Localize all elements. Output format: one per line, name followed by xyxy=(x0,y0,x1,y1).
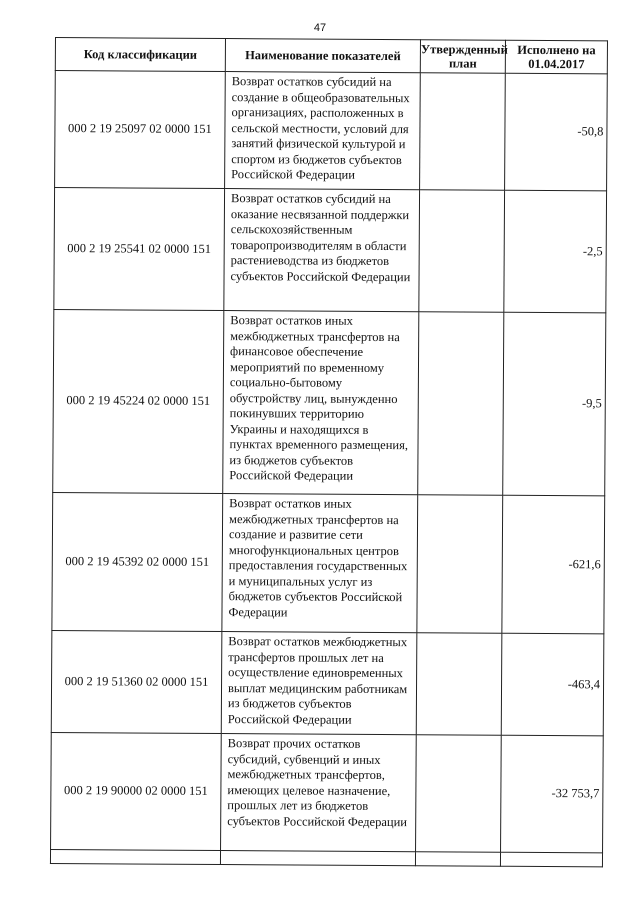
header-executed: Исполнено на 01.04.2017 xyxy=(505,40,607,74)
budget-table-sheet xyxy=(50,37,607,870)
approved-plan-value xyxy=(418,312,504,496)
approved-plan-value xyxy=(415,852,500,867)
approved-plan-value xyxy=(417,495,503,634)
table-row xyxy=(55,71,608,191)
executed-amount: -50,8 xyxy=(505,73,608,191)
classification-code: 000 2 19 51360 02 0000 151 xyxy=(51,630,222,733)
classification-code: 000 2 19 45392 02 0000 151 xyxy=(52,492,223,631)
executed-amount: -621,6 xyxy=(502,495,605,634)
indicator-name: Возврат остатков иных межбюджетных трансфертов на финансовое обеспечение мероприятий по временному социально-бытовому обустройству лиц, вынужденно покинувших территорию Украины и находящихся в пунктах временного размещения, из бюджетов субъектов Российской Федерации xyxy=(223,311,419,495)
indicator-name: Возврат остатков субсидий на оказание несвязанной поддержки сельскохозяйственным товаропроизводителям в области растениеводства из бюджетов субъектов Российской Федерации xyxy=(224,189,420,312)
approved-plan-value xyxy=(419,190,505,313)
approved-plan-value xyxy=(416,735,502,853)
table-row xyxy=(50,849,602,866)
indicator-name: Возврат остатков иных межбюджетных трансфертов на создание и развитие сети многофункциональных центров предоставления государственных и муниципальных услуг из бюджетов субъектов Российской Федерации xyxy=(222,494,418,633)
page-number: 47 xyxy=(313,22,327,34)
indicator-name: Возврат прочих остатков субсидий, субвенций и иных межбюджетных трансфертов, имеющих целевое назначение, прошлых лет из бюджетов субъектов Российской Федерации xyxy=(221,734,417,852)
executed-amount xyxy=(500,852,602,867)
budget-execution-table xyxy=(50,37,608,867)
table-row xyxy=(51,732,604,852)
table-row xyxy=(51,630,604,735)
approved-plan-value xyxy=(420,73,506,191)
indicator-name xyxy=(220,851,415,866)
header-plan: Утвержденный план xyxy=(420,40,505,74)
indicator-name: Возврат остатков субсидий на создание в общеобразовательных организациях, расположенных в сельской местности, условий для занятий физической культурой и спортом из бюджетов субъектов Российской Федерации xyxy=(225,72,421,190)
executed-amount: -32 753,7 xyxy=(501,735,604,853)
table-header-row xyxy=(55,38,607,74)
table-row xyxy=(52,492,605,633)
classification-code: 000 2 19 45224 02 0000 151 xyxy=(53,309,224,493)
executed-amount: -2,5 xyxy=(504,190,607,313)
classification-code: 000 2 19 25097 02 0000 151 xyxy=(55,71,226,189)
indicator-name: Возврат остатков межбюджетных трансфертов прошлых лет на осуществление единовременных выплат медицинским работникам из бюджетов субъектов Российской Федерации xyxy=(221,632,417,735)
header-code: Код классификации xyxy=(55,38,225,72)
executed-amount: -463,4 xyxy=(501,633,604,736)
classification-code: 000 2 19 25541 02 0000 151 xyxy=(54,188,225,311)
header-name: Наименование показателей xyxy=(225,39,420,73)
table-row xyxy=(54,188,607,313)
approved-plan-value xyxy=(416,633,502,736)
table-row xyxy=(53,309,606,495)
classification-code: 000 2 19 90000 02 0000 151 xyxy=(51,732,222,850)
executed-amount: -9,5 xyxy=(503,312,606,496)
classification-code xyxy=(50,849,220,864)
